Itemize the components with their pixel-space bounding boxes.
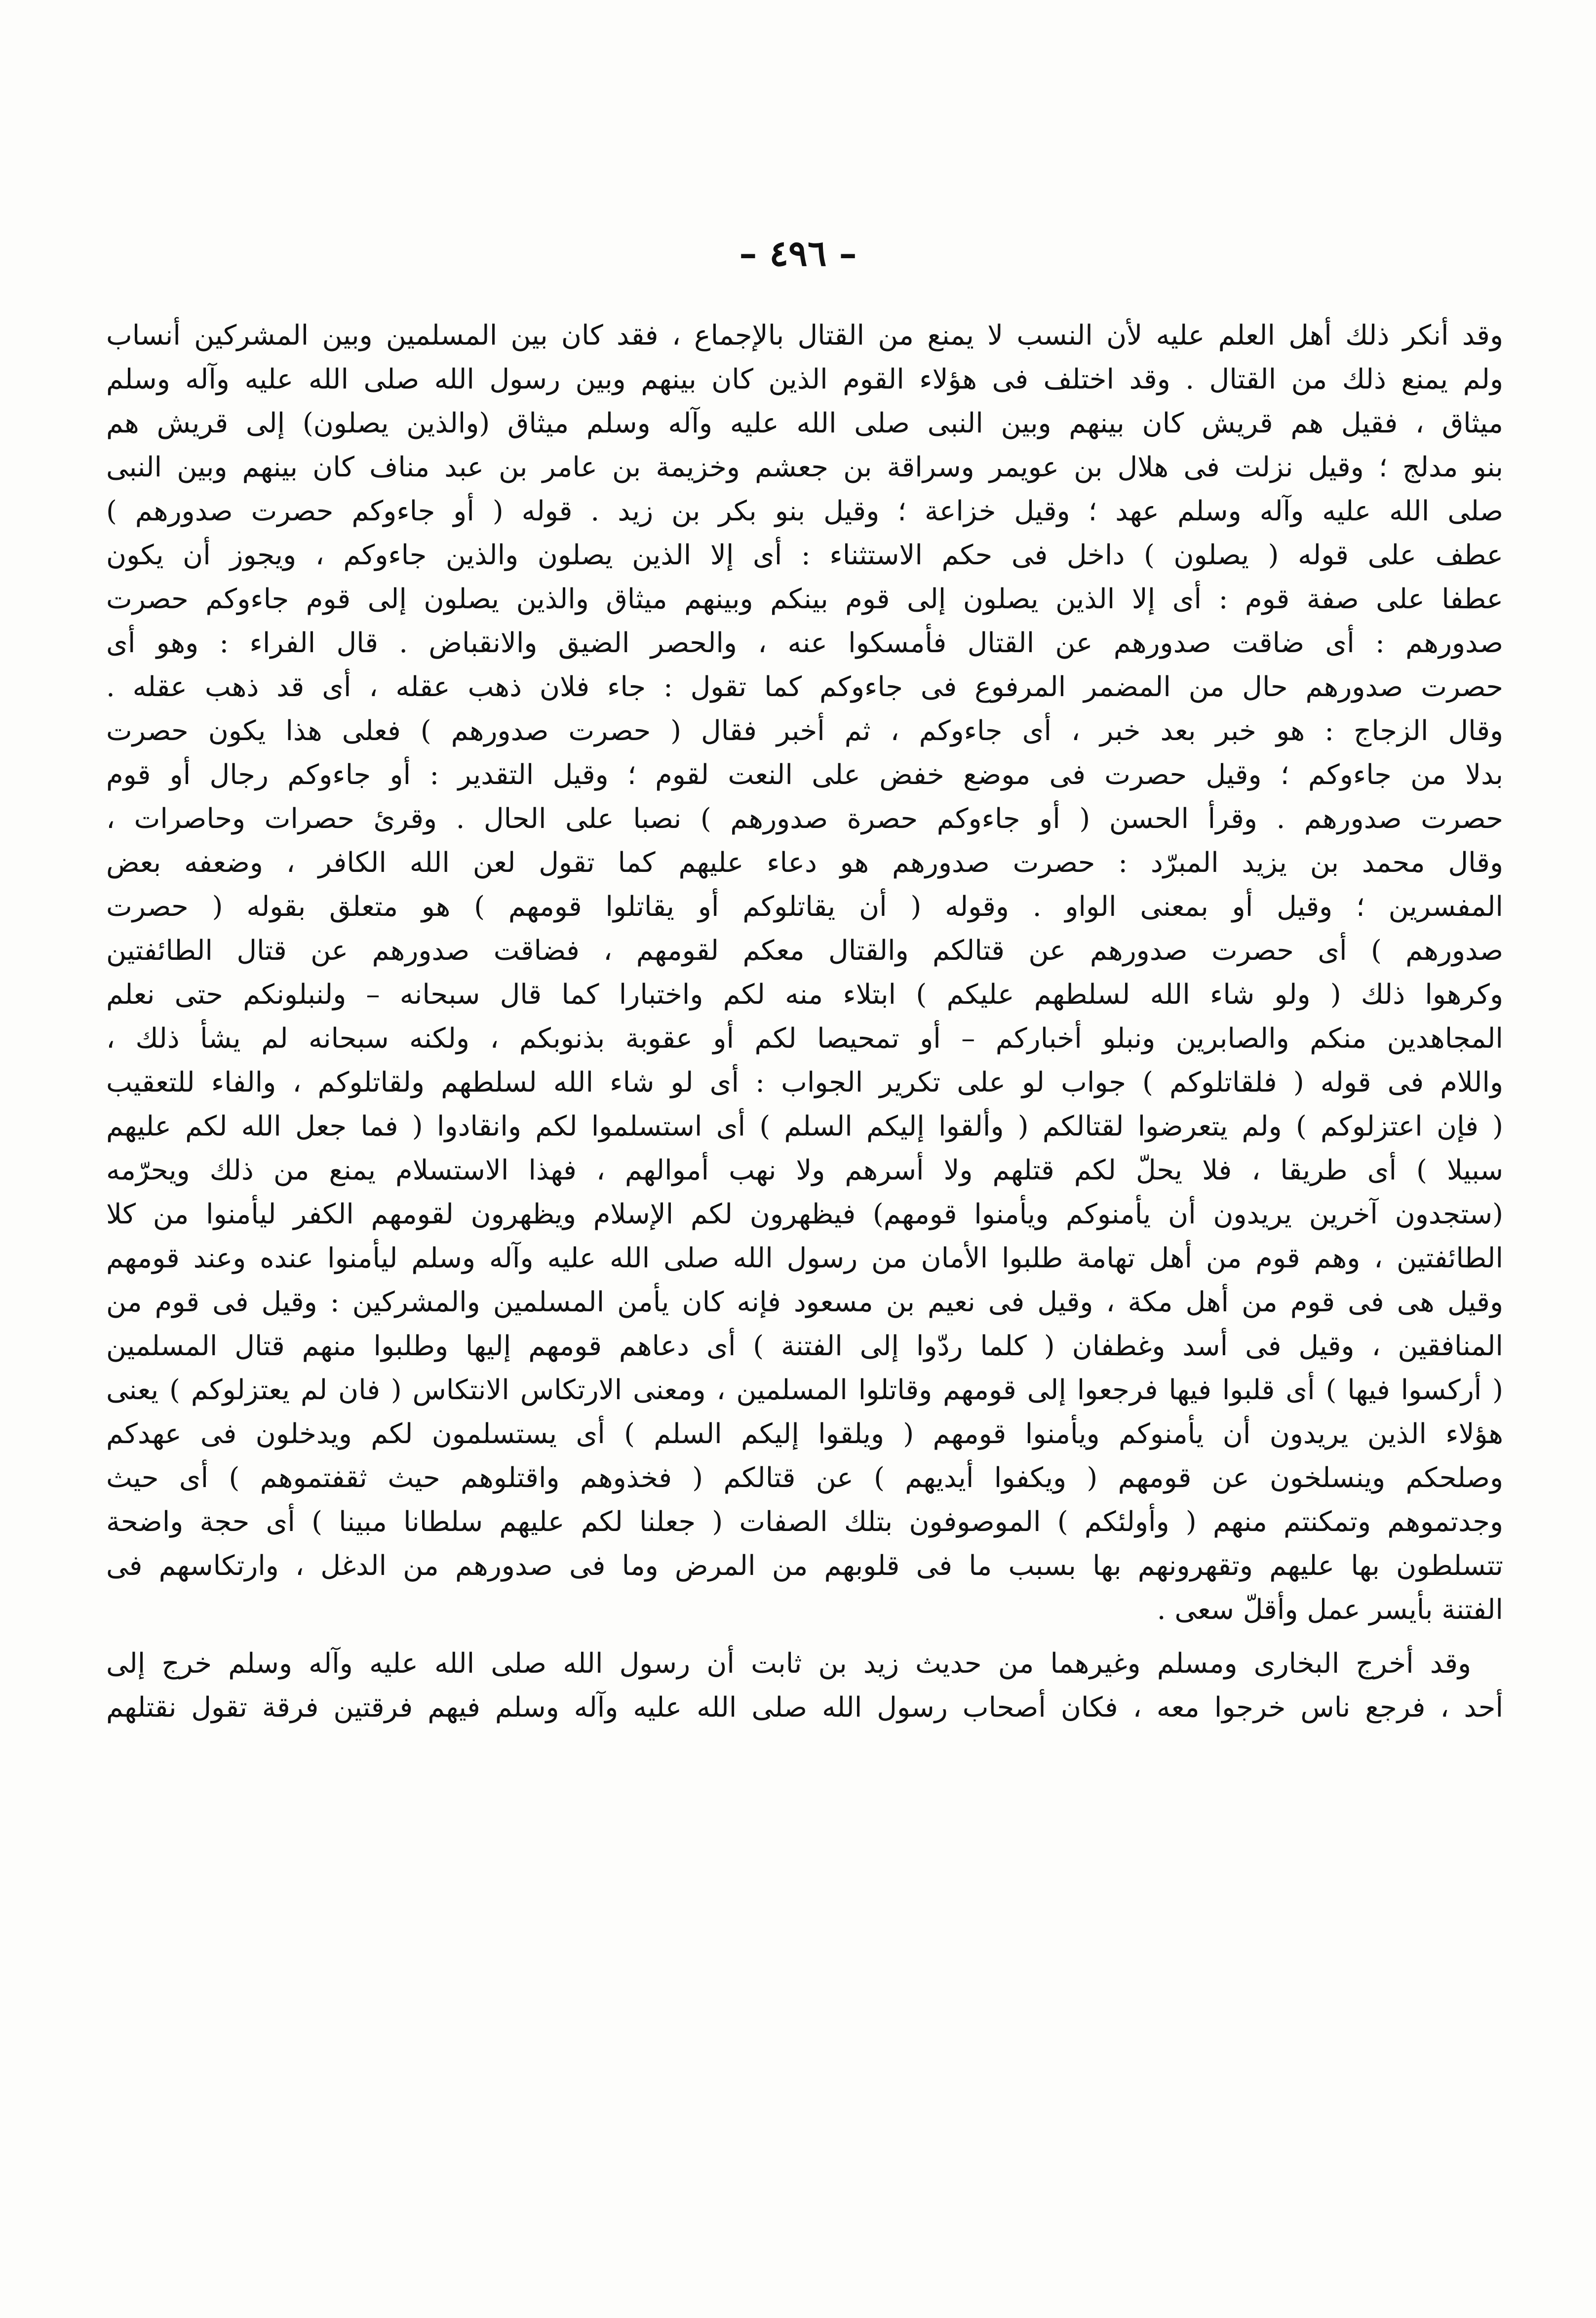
paragraph bbox=[106, 1642, 1503, 1729]
text-line: أحد ، فرجع ناس خرجوا معه ، فكان أصحاب رسول الله صلى الله عليه وآله وسلم فيهم فرقتين فرقة تقول نقتلهم bbox=[106, 1691, 1503, 1724]
text-line: المنافقين ، وقيل فى أسد وغطفان ( كلما ردّوا إلى الفتنة ) أى دعاهم قومهم إليها وطلبوا منهم قتال المسلمين bbox=[106, 1330, 1503, 1362]
text-line: وكرهوا ذلك ( ولو شاء الله لسلطهم عليكم ) ابتلاء منه لكم واختبارا كما قال سبحانه – ولنبلونكم حتى نعلم bbox=[106, 979, 1503, 1011]
text-line: وقد أخرج البخارى ومسلم وغيرهما من حديث زيد بن ثابت أن رسول الله صلى الله عليه وآله وسلم خرج إلى bbox=[106, 1648, 1472, 1680]
text-line: ميثاق ، فقيل هم قريش كان بينهم وبين النبى صلى الله عليه وآله وسلم ميثاق (والذين يصلون) إلى قريش هم bbox=[106, 407, 1503, 439]
text-line: (ستجدون آخرين يريدون أن يأمنوكم ويأمنوا قومهم) فيظهرون لكم الإسلام ويظهرون لقومهم الكفر ليأمنوا من كلا bbox=[106, 1198, 1503, 1230]
text-line: صلى الله عليه وآله وسلم عهد ؛ وقيل خزاعة ؛ وقيل بنو بكر بن زيد . قوله ( أو جاءوكم حصرت صدورهم ) bbox=[106, 495, 1503, 527]
text-line: سبيلا ) أى طريقا ، فلا يحلّ لكم قتلهم ولا أسرهم ولا نهب أموالهم ، فهذا الاستسلام يمنع من ذلك ويحرّمه bbox=[106, 1154, 1503, 1186]
text-line: واللام فى قوله ( فلقاتلوكم ) جواب لو على تكرير الجواب : أى لو شاء الله لسلطهم ولقاتلوكم ، والفاء للتعقيب bbox=[106, 1066, 1503, 1099]
text-line: هؤلاء الذين يريدون أن يأمنوكم ويأمنوا قومهم ( ويلقوا إليكم السلم ) أى يستسلمون لكم ويدخلون فى عهدكم bbox=[106, 1418, 1503, 1450]
text-line: وقد أنكر ذلك أهل العلم عليه لأن النسب لا يمنع من القتال بالإجماع ، فقد كان بين المسلمين وبين المشركين أنساب bbox=[106, 319, 1503, 352]
text-line: المفسرين ؛ وقيل أو بمعنى الواو . وقوله ( أن يقاتلوكم أو يقاتلوا قومهم ) هو متعلق بقوله ( حصرت bbox=[106, 891, 1503, 923]
text-line: صدورهم ) أى حصرت صدورهم عن قتالكم والقتال معكم لقومهم ، فضاقت صدورهم عن قتال الطائفتين bbox=[106, 935, 1503, 967]
text-line: تتسلطون بها عليهم وتقهرونهم بها بسبب ما فى قلوبهم من المرض وما فى صدورهم من الدغل ، وارتكاسهم فى bbox=[106, 1550, 1503, 1582]
text-line: ولم يمنع ذلك من القتال . وقد اختلف فى هؤلاء القوم الذين كان بينهم وبين رسول الله صلى الله عليه وآله وسلم bbox=[106, 363, 1503, 395]
text-line: الطائفتين ، وهم قوم من أهل تهامة طلبوا الأمان من رسول الله صلى الله عليه وآله وسلم ليأمنوا عنده وعند قومهم bbox=[106, 1242, 1503, 1274]
text-line: بنو مدلج ؛ وقيل نزلت فى هلال بن عويمر وسراقة بن جعشم وخزيمة بن عامر بن عبد مناف كان بينهم وبين النبى bbox=[106, 451, 1503, 483]
text-line: الفتنة بأيسر عمل وأقلّ سعى . bbox=[1157, 1594, 1503, 1626]
text-line: حصرت صدورهم . وقرأ الحسن ( أو جاءوكم حصرة صدورهم ) نصبا على الحال . وقرئ حصرات وحاصرات ، bbox=[106, 803, 1503, 835]
page-number: – ٤٩٦ – bbox=[739, 232, 857, 274]
text-line: وقيل هى فى قوم من أهل مكة ، وقيل فى نعيم بن مسعود فإنه كان يأمن المسلمين والمشركين : وقيل فى قوم من bbox=[106, 1286, 1503, 1318]
text-line: المجاهدين منكم والصابرين ونبلو أخباركم – أو تمحيصا لكم أو عقوبة بذنوبكم ، ولكنه سبحانه لم يشأ ذلك ، bbox=[106, 1022, 1503, 1055]
text-line: بدلا من جاءوكم ؛ وقيل حصرت فى موضع خفض على النعت لقوم ؛ وقيل التقدير : أو جاءوكم رجال أو قوم bbox=[106, 759, 1503, 791]
text-line: وجدتموهم وتمكنتم منهم ( وأولئكم ) الموصوفون بتلك الصفات ( جعلنا لكم عليهم سلطانا مبينا ) أى حجة واضحة bbox=[106, 1506, 1503, 1538]
text-line: وقال الزجاج : هو خبر بعد خبر ، أى جاءوكم ، ثم أخبر فقال ( حصرت صدورهم ) فعلى هذا يكون حصرت bbox=[106, 715, 1503, 747]
text-line: عطفا على صفة قوم : أى إلا الذين يصلون إلى قوم بينكم وبينهم ميثاق والذين يصلون إلى قوم جاءوكم حصرت bbox=[106, 583, 1503, 615]
text-line: وقال محمد بن يزيد المبرّد : حصرت صدورهم هو دعاء عليهم كما تقول لعن الله الكافر ، وضعفه بعض bbox=[106, 847, 1503, 879]
text-line: وصلحكم وينسلخون عن قومهم ( ويكفوا أيديهم ) عن قتالكم ( فخذوهم واقتلوهم حيث ثقفتموهم ) أى حيث bbox=[106, 1462, 1503, 1494]
text-line: عطف على قوله ( يصلون ) داخل فى حكم الاستثناء : أى إلا الذين يصلون والذين جاءوكم ، ويجوز أن يكون bbox=[106, 539, 1503, 571]
paragraph-gap bbox=[106, 1632, 1503, 1642]
text-line: صدورهم : أى ضاقت صدورهم عن القتال فأمسكوا عنه ، والحصر الضيق والانقباض . قال الفراء : وهو أى bbox=[106, 627, 1503, 659]
text-line: ( فإن اعتزلوكم ) ولم يتعرضوا لقتالكم ( وألقوا إليكم السلم ) أى استسلموا لكم وانقادوا ( فما جعل الله لكم عليهم bbox=[106, 1110, 1503, 1142]
main-text bbox=[106, 314, 1503, 1729]
paragraph bbox=[106, 314, 1503, 1632]
text-line: ( أركسوا فيها ) أى قلبوا فيها فرجعوا إلى قومهم وقاتلوا المسلمين ، ومعنى الارتكاس الانتكاس ( فان لم يعتزلوكم ) يعنى bbox=[106, 1374, 1503, 1406]
text-line: حصرت صدورهم حال من المضمر المرفوع فى جاءوكم كما تقول : جاء فلان ذهب عقله ، أى قد ذهب عقله . bbox=[106, 671, 1503, 703]
